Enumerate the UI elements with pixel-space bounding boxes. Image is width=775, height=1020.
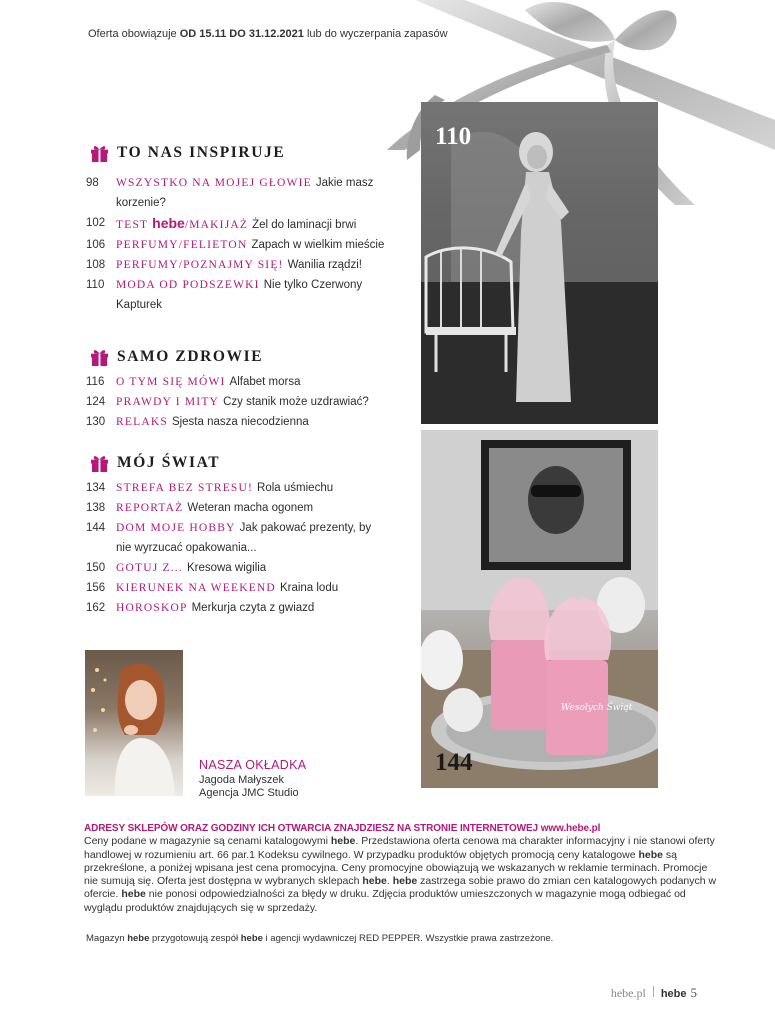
toc-title: Wanilia rządzi! <box>287 259 362 271</box>
toc-list-inspiration <box>86 173 386 315</box>
cover-model-name: Jagoda Małyszek <box>199 774 284 786</box>
toc-title: Żel do laminacji brwi <box>252 219 357 231</box>
cover-photo-illustration <box>85 650 183 796</box>
cover-title: NASZA OKŁADKA <box>199 758 307 772</box>
toc-category: PERFUMY/POZNAJMY SIĘ! <box>116 259 284 271</box>
store-address-notice: ADRESY SKLEPÓW ORAZ GODZINY ICH OTWARCIA ZNAJDZIESZ NA STRONIE INTERNETOWEJ www.hebe.pl <box>84 823 601 834</box>
toc-entry[interactable] <box>86 578 386 598</box>
hebe-brand-logo: hebe <box>152 215 185 231</box>
toc-category: STREFA BEZ STRESU! <box>116 482 254 494</box>
toc-page-number: 138 <box>86 502 106 514</box>
toc-category: DOM MOJE HOBBY <box>116 522 236 534</box>
vintage-photo-page-number: 110 <box>435 123 472 150</box>
section-heading-my-world <box>90 454 220 472</box>
toc-title: Alfabet morsa <box>229 376 301 388</box>
offer-suffix: lub do wyczerpania zapasów <box>306 28 448 40</box>
toc-page-number: 156 <box>86 582 106 594</box>
toc-page-number: 130 <box>86 416 106 428</box>
section-heading-inspiration <box>90 144 285 162</box>
cover-model-photo[interactable] <box>85 650 183 796</box>
toc-entry[interactable] <box>86 173 386 213</box>
section-title: SAMO ZDROWIE <box>117 348 264 365</box>
toc-title: Nie tylko Czerwony Kapturek <box>116 279 363 311</box>
toc-category: KIERUNEK NA WEEKEND <box>116 582 276 594</box>
toc-entry[interactable] <box>86 498 386 518</box>
footer-page-number: 5 <box>690 985 697 1000</box>
section-title: MÓJ ŚWIAT <box>117 454 221 471</box>
toc-title: Sjesta nasza niecodzienna <box>171 416 309 428</box>
toc-category: GOTUJ Z... <box>116 562 183 574</box>
toc-page-number: 102 <box>86 217 106 229</box>
legal-body: Ceny podane w magazynie są cenami katalogowymi hebe. Przedstawiona oferta cenowa ma charakter informacyjny i nie stanowi oferty handlowej w rozumieniu art. 66 par.1 Kodeksu cywilnego. W przypadku produktów objętych promocją ceny katalogowe hebe są przekreślone, a poniżej wpisana jest cena promocyjna. Ceny promocyjne obowiązują we wskazanych w reklamie terminach. Promocje nie sumują się. Oferta jest dostępna w wybranych sklepach hebe. hebe zastrzega sobie prawo do zmian cen katalogowych podanych w ofercie. hebe nie ponosi odpowiedzialności za błędy w druku. Zdjęcia produktów umieszczonych w magazynie mogą odbiegać od wyglądu produktów znajdujących się w sprzedaży. <box>84 835 717 914</box>
gift-icon <box>90 348 109 366</box>
toc-entry[interactable] <box>86 598 386 618</box>
footer-site[interactable]: hebe.pl <box>610 986 646 1000</box>
toc-entry[interactable] <box>86 518 386 558</box>
toc-category: PERFUMY/FELIETON <box>116 239 248 251</box>
toc-page-number: 116 <box>86 376 105 388</box>
section-heading-health <box>90 348 263 366</box>
magazine-credits: Magazyn hebe przygotowują zespół hebe i agencji wydawniczej RED PEPPER. Wszystkie prawa zastrzeżone. <box>86 933 554 944</box>
toc-page-number: 162 <box>86 602 106 614</box>
toc-page-number: 124 <box>86 396 106 408</box>
toc-page-number: 108 <box>86 259 106 271</box>
toc-entry[interactable] <box>86 412 386 432</box>
toc-page-number: 150 <box>86 562 106 574</box>
cover-agency: Agencja JMC Studio <box>199 787 299 799</box>
toc-title: Jakie masz korzenie? <box>116 177 374 209</box>
toc-category: WSZYSTKO NA MOJEJ GŁOWIE <box>116 177 312 189</box>
gift-icon <box>90 144 109 162</box>
toc-category: O TYM SIĘ MÓWI <box>116 376 226 388</box>
toc-title: Kresowa wigilia <box>186 562 267 574</box>
toc-title: Weteran macha ogonem <box>187 502 314 514</box>
toc-page-number: 98 <box>86 177 99 189</box>
gift-icon <box>90 454 109 472</box>
toc-title: Czy stanik może uzdrawiać? <box>223 396 369 408</box>
toc-page-number: 144 <box>86 522 106 534</box>
toc-entry[interactable] <box>86 213 386 235</box>
toc-category-suffix: /MAKIJAŻ <box>184 219 249 231</box>
toc-entry[interactable] <box>86 558 386 578</box>
toc-category: MODA OD PODSZEWKI <box>116 279 260 291</box>
toc-page-number: 110 <box>86 279 105 291</box>
toc-category: RELAKS <box>116 416 168 428</box>
toc-entry[interactable] <box>86 392 386 412</box>
offer-dates: OD 15.11 DO 31.12.2021 <box>179 28 304 40</box>
gift-wrapping-photo[interactable] <box>421 430 658 788</box>
toc-category: TEST <box>116 219 149 231</box>
toc-list-health <box>86 372 386 432</box>
section-title: TO NAS INSPIRUJE <box>117 144 286 161</box>
toc-list-my-world <box>86 478 386 618</box>
toc-title: Zapach w wielkim mieście <box>251 239 385 251</box>
toc-entry[interactable] <box>86 478 386 498</box>
toc-page-number: 106 <box>86 239 106 251</box>
toc-entry[interactable] <box>86 372 386 392</box>
footer-divider <box>653 986 654 997</box>
legal-notice <box>84 822 720 915</box>
toc-page-number: 134 <box>86 482 106 494</box>
toc-title: Jak pakować prezenty, by nie wyrzucać opakowania... <box>116 522 372 554</box>
gift-photo-page-number: 144 <box>435 749 473 776</box>
toc-title: Merkurja czyta z gwiazd <box>191 602 315 614</box>
toc-category: PRAWDY I MITY <box>116 396 220 408</box>
toc-category: REPORTAŻ <box>116 502 184 514</box>
toc-category: HOROSKOP <box>116 602 188 614</box>
offer-prefix: Oferta obowiązuje <box>88 28 177 40</box>
toc-entry[interactable] <box>86 235 386 255</box>
page-footer <box>611 985 697 1001</box>
footer-brand: hebe <box>660 988 687 1000</box>
tin-lettering: Wesołych Świąt <box>561 703 633 713</box>
cover-credits <box>199 759 306 800</box>
toc-entry[interactable] <box>86 275 386 315</box>
toc-title: Kraina lodu <box>279 582 339 594</box>
toc-title: Rola uśmiechu <box>257 482 334 494</box>
gift-photo-illustration <box>421 430 658 788</box>
vintage-fashion-photo[interactable] <box>421 102 658 424</box>
vintage-photo-illustration <box>421 102 658 424</box>
toc-entry[interactable] <box>86 255 386 275</box>
